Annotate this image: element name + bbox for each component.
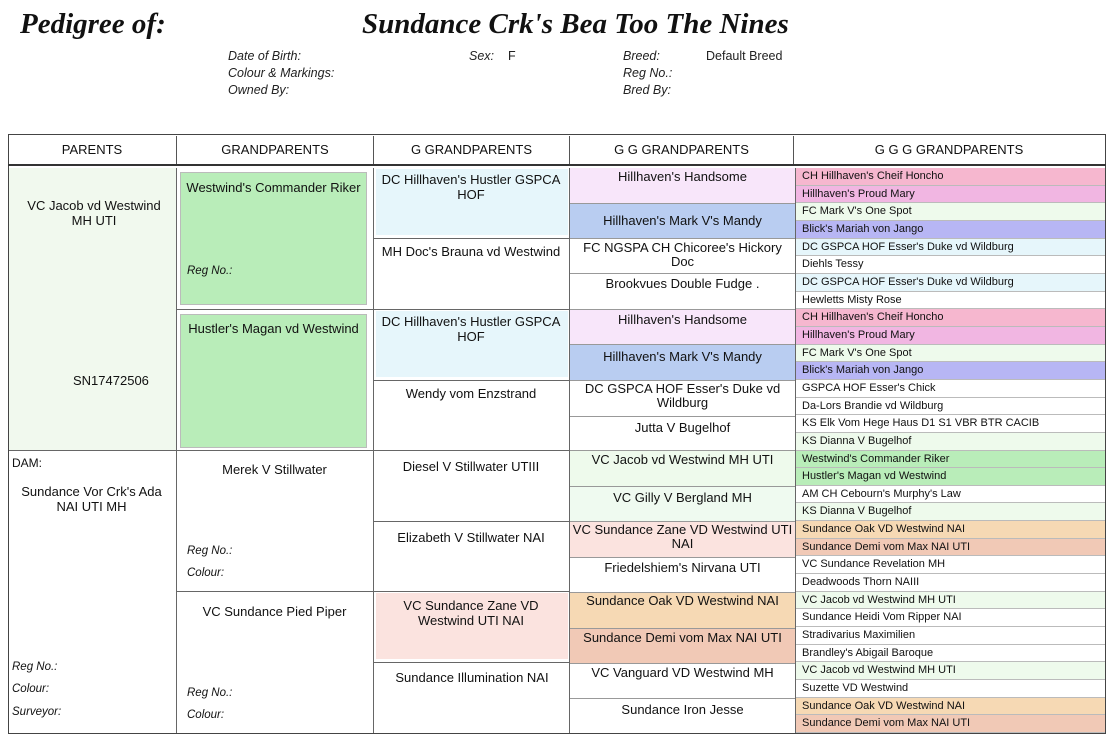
ggg-grandparent-6: Diehls Tessy [796, 256, 1105, 274]
ggg-grandparent-26: Sundance Heidi Vom Ripper NAI [796, 609, 1105, 627]
g-grandparent-5 [374, 451, 570, 522]
g-grandparent-2-name: MH Doc's Brauna vd Westwind [381, 244, 561, 259]
gg-grandparent-9: VC Jacob vd Westwind MH UTI [570, 451, 795, 487]
ggg-grandparent-31: Sundance Oak VD Westwind NAI [796, 698, 1105, 716]
grandparent-1-reg-label: Reg No.: [187, 265, 233, 277]
ggg-grandparent-15: KS Elk Vom Hege Haus D1 S1 VBR BTR CACIB [796, 415, 1105, 433]
grandparent-sire-dam [177, 310, 374, 451]
ggg-grandparent-8: Hewletts Misty Rose [796, 292, 1105, 310]
grandparent-4-colour-label: Colour: [187, 709, 225, 721]
grandparent-3-name: Merek V Stillwater [222, 462, 327, 477]
ggg-grandparent-24: Deadwoods Thorn NAIII [796, 574, 1105, 592]
g-grandparent-7-name: VC Sundance Zane VD Westwind UTI NAI [403, 598, 539, 628]
grandparent-dam-dam [177, 592, 374, 733]
g-grandparent-1 [374, 168, 570, 239]
gg-grandparent-7: DC GSPCA HOF Esser's Duke vd Wildburg [570, 381, 795, 417]
dam-name: Sundance Vor Crk's Ada NAI UTI MH [21, 484, 162, 514]
g-grandparent-8-name: Sundance Illumination NAI [395, 670, 549, 685]
ggg-grandparent-9: CH Hillhaven's Cheif Honcho [796, 309, 1105, 327]
dam-colour-label: Colour: [12, 683, 50, 695]
gg-grandparent-8: Jutta V Bugelhof [570, 417, 795, 451]
grandparent-dam-sire [177, 451, 374, 592]
dog-name: Sundance Crk's Bea Too The Nines [362, 8, 789, 40]
column-headers [8, 134, 1106, 166]
ggg-grandparent-32: Sundance Demi vom Max NAI UTI [796, 715, 1105, 733]
g-grandparent-1-name: DC Hillhaven's Hustler GSPCA HOF [381, 172, 561, 202]
owned-by-label: Owned By: [228, 83, 290, 97]
gg-grandparent-15: VC Vanguard VD Westwind MH [570, 664, 795, 699]
sex-label: Sex: [469, 49, 495, 63]
ggg-grandparent-2: Hillhaven's Proud Mary [796, 186, 1105, 204]
gg-grandparents-column [570, 168, 796, 733]
ggg-grandparent-20: KS Dianna V Bugelhof [796, 503, 1105, 521]
gg-grandparent-10: VC Gilly V Bergland MH [570, 487, 795, 522]
reg-no-label: Reg No.: [623, 66, 673, 80]
gg-grandparent-14: Sundance Demi vom Max NAI UTI [570, 629, 795, 664]
sire-cell [9, 168, 177, 451]
ggg-grandparent-27: Stradivarius Maximilien [796, 627, 1105, 645]
ggg-grandparent-5: DC GSPCA HOF Esser's Duke vd Wildburg [796, 239, 1105, 257]
g-grandparent-7 [374, 592, 570, 663]
ggg-grandparent-11: FC Mark V's One Spot [796, 345, 1105, 363]
ggg-grandparent-3: FC Mark V's One Spot [796, 203, 1105, 221]
ggg-grandparent-30: Suzette VD Westwind [796, 680, 1105, 698]
ggg-grandparent-17: Westwind's Commander Riker [796, 451, 1105, 469]
ggg-grandparent-25: VC Jacob vd Westwind MH UTI [796, 592, 1105, 610]
bred-by-label: Bred By: [623, 83, 671, 97]
ggg-grandparent-19: AM CH Cebourn's Murphy's Law [796, 486, 1105, 504]
ggg-grandparent-1: CH Hillhaven's Cheif Honcho [796, 168, 1105, 186]
ggg-grandparent-23: VC Sundance Revelation MH [796, 556, 1105, 574]
sire-name: VC Jacob vd Westwind MH UTI [27, 198, 161, 228]
grandparent-sire-sire [177, 168, 374, 310]
dam-reg-label: Reg No.: [12, 661, 58, 673]
header-grandparents: GRANDPARENTS [177, 136, 374, 164]
ggg-grandparent-4: Blick's Mariah von Jango [796, 221, 1105, 239]
ggg-grandparent-16: KS Dianna V Bugelhof [796, 433, 1105, 451]
g-grandparent-5-name: Diesel V Stillwater UTIII [402, 459, 540, 474]
ggg-grandparent-18: Hustler's Magan vd Westwind [796, 468, 1105, 486]
gg-grandparent-2: Hillhaven's Mark V's Mandy [570, 204, 795, 239]
breed-value: Default Breed [706, 49, 783, 63]
gg-grandparent-11: VC Sundance Zane VD Westwind UTI NAI [570, 522, 795, 558]
g-grandparent-4 [374, 381, 570, 451]
ggg-grandparent-28: Brandley's Abigail Baroque [796, 645, 1105, 663]
ggg-grandparent-10: Hillhaven's Proud Mary [796, 327, 1105, 345]
gg-grandparent-6: Hillhaven's Mark V's Mandy [570, 345, 795, 381]
ggg-grandparent-29: VC Jacob vd Westwind MH UTI [796, 662, 1105, 680]
header-g-grandparents: G GRANDPARENTS [374, 136, 570, 164]
gg-grandparent-4: Brookvues Double Fudge . [570, 274, 795, 310]
grandparent-3-colour-label: Colour: [187, 567, 225, 579]
dam-surveyor-label: Surveyor: [12, 706, 62, 718]
g-grandparent-4-name: Wendy vom Enzstrand [405, 386, 537, 401]
grandparent-1-name: Westwind's Commander Riker [186, 180, 361, 195]
gg-grandparent-1: Hillhaven's Handsome [570, 168, 795, 204]
sex-value: F [508, 49, 516, 63]
ggg-grandparent-14: Da-Lors Brandie vd Wildburg [796, 398, 1105, 416]
g-grandparent-3 [374, 310, 570, 381]
ggg-grandparent-7: DC GSPCA HOF Esser's Duke vd Wildburg [796, 274, 1105, 292]
grandparent-3-reg-label: Reg No.: [187, 545, 233, 557]
header-gg-grandparents: G G GRANDPARENTS [570, 136, 794, 164]
ggg-grandparent-21: Sundance Oak VD Westwind NAI [796, 521, 1105, 539]
breed-label: Breed: [623, 49, 660, 63]
sire-reg-number: SN17472506 [73, 373, 149, 388]
ggg-grandparent-12: Blick's Mariah von Jango [796, 362, 1105, 380]
grandparent-4-name: VC Sundance Pied Piper [202, 604, 347, 619]
dob-label: Date of Birth: [228, 49, 301, 63]
colour-markings-label: Colour & Markings: [228, 66, 335, 80]
gg-grandparent-12: Friedelshiem's Nirvana UTI [570, 558, 795, 593]
gg-grandparent-3: FC NGSPA CH Chicoree's Hickory Doc [570, 239, 795, 274]
g-grandparent-6-name: Elizabeth V Stillwater NAI [397, 530, 545, 545]
gg-grandparent-5: Hillhaven's Handsome [570, 310, 795, 345]
ggg-grandparent-22: Sundance Demi vom Max NAI UTI [796, 539, 1105, 557]
header-parents: PARENTS [8, 136, 177, 164]
dam-label: DAM: [12, 456, 42, 470]
dam-cell [9, 451, 177, 733]
pedigree-label: Pedigree of: [20, 8, 166, 40]
ggg-grandparent-13: GSPCA HOF Esser's Chick [796, 380, 1105, 398]
g-grandparent-2 [374, 239, 570, 310]
ggg-grandparents-column [796, 168, 1105, 733]
grandparent-4-reg-label: Reg No.: [187, 687, 233, 699]
g-grandparent-3-name: DC Hillhaven's Hustler GSPCA HOF [381, 314, 561, 344]
gg-grandparent-13: Sundance Oak VD Westwind NAI [570, 593, 795, 629]
gg-grandparent-16: Sundance Iron Jesse [621, 702, 744, 717]
g-grandparent-6 [374, 522, 570, 592]
grandparent-2-name: Hustler's Magan vd Westwind [188, 321, 359, 336]
header-ggg-grandparents: G G G GRANDPARENTS [874, 142, 1024, 157]
g-grandparent-8 [374, 663, 570, 733]
